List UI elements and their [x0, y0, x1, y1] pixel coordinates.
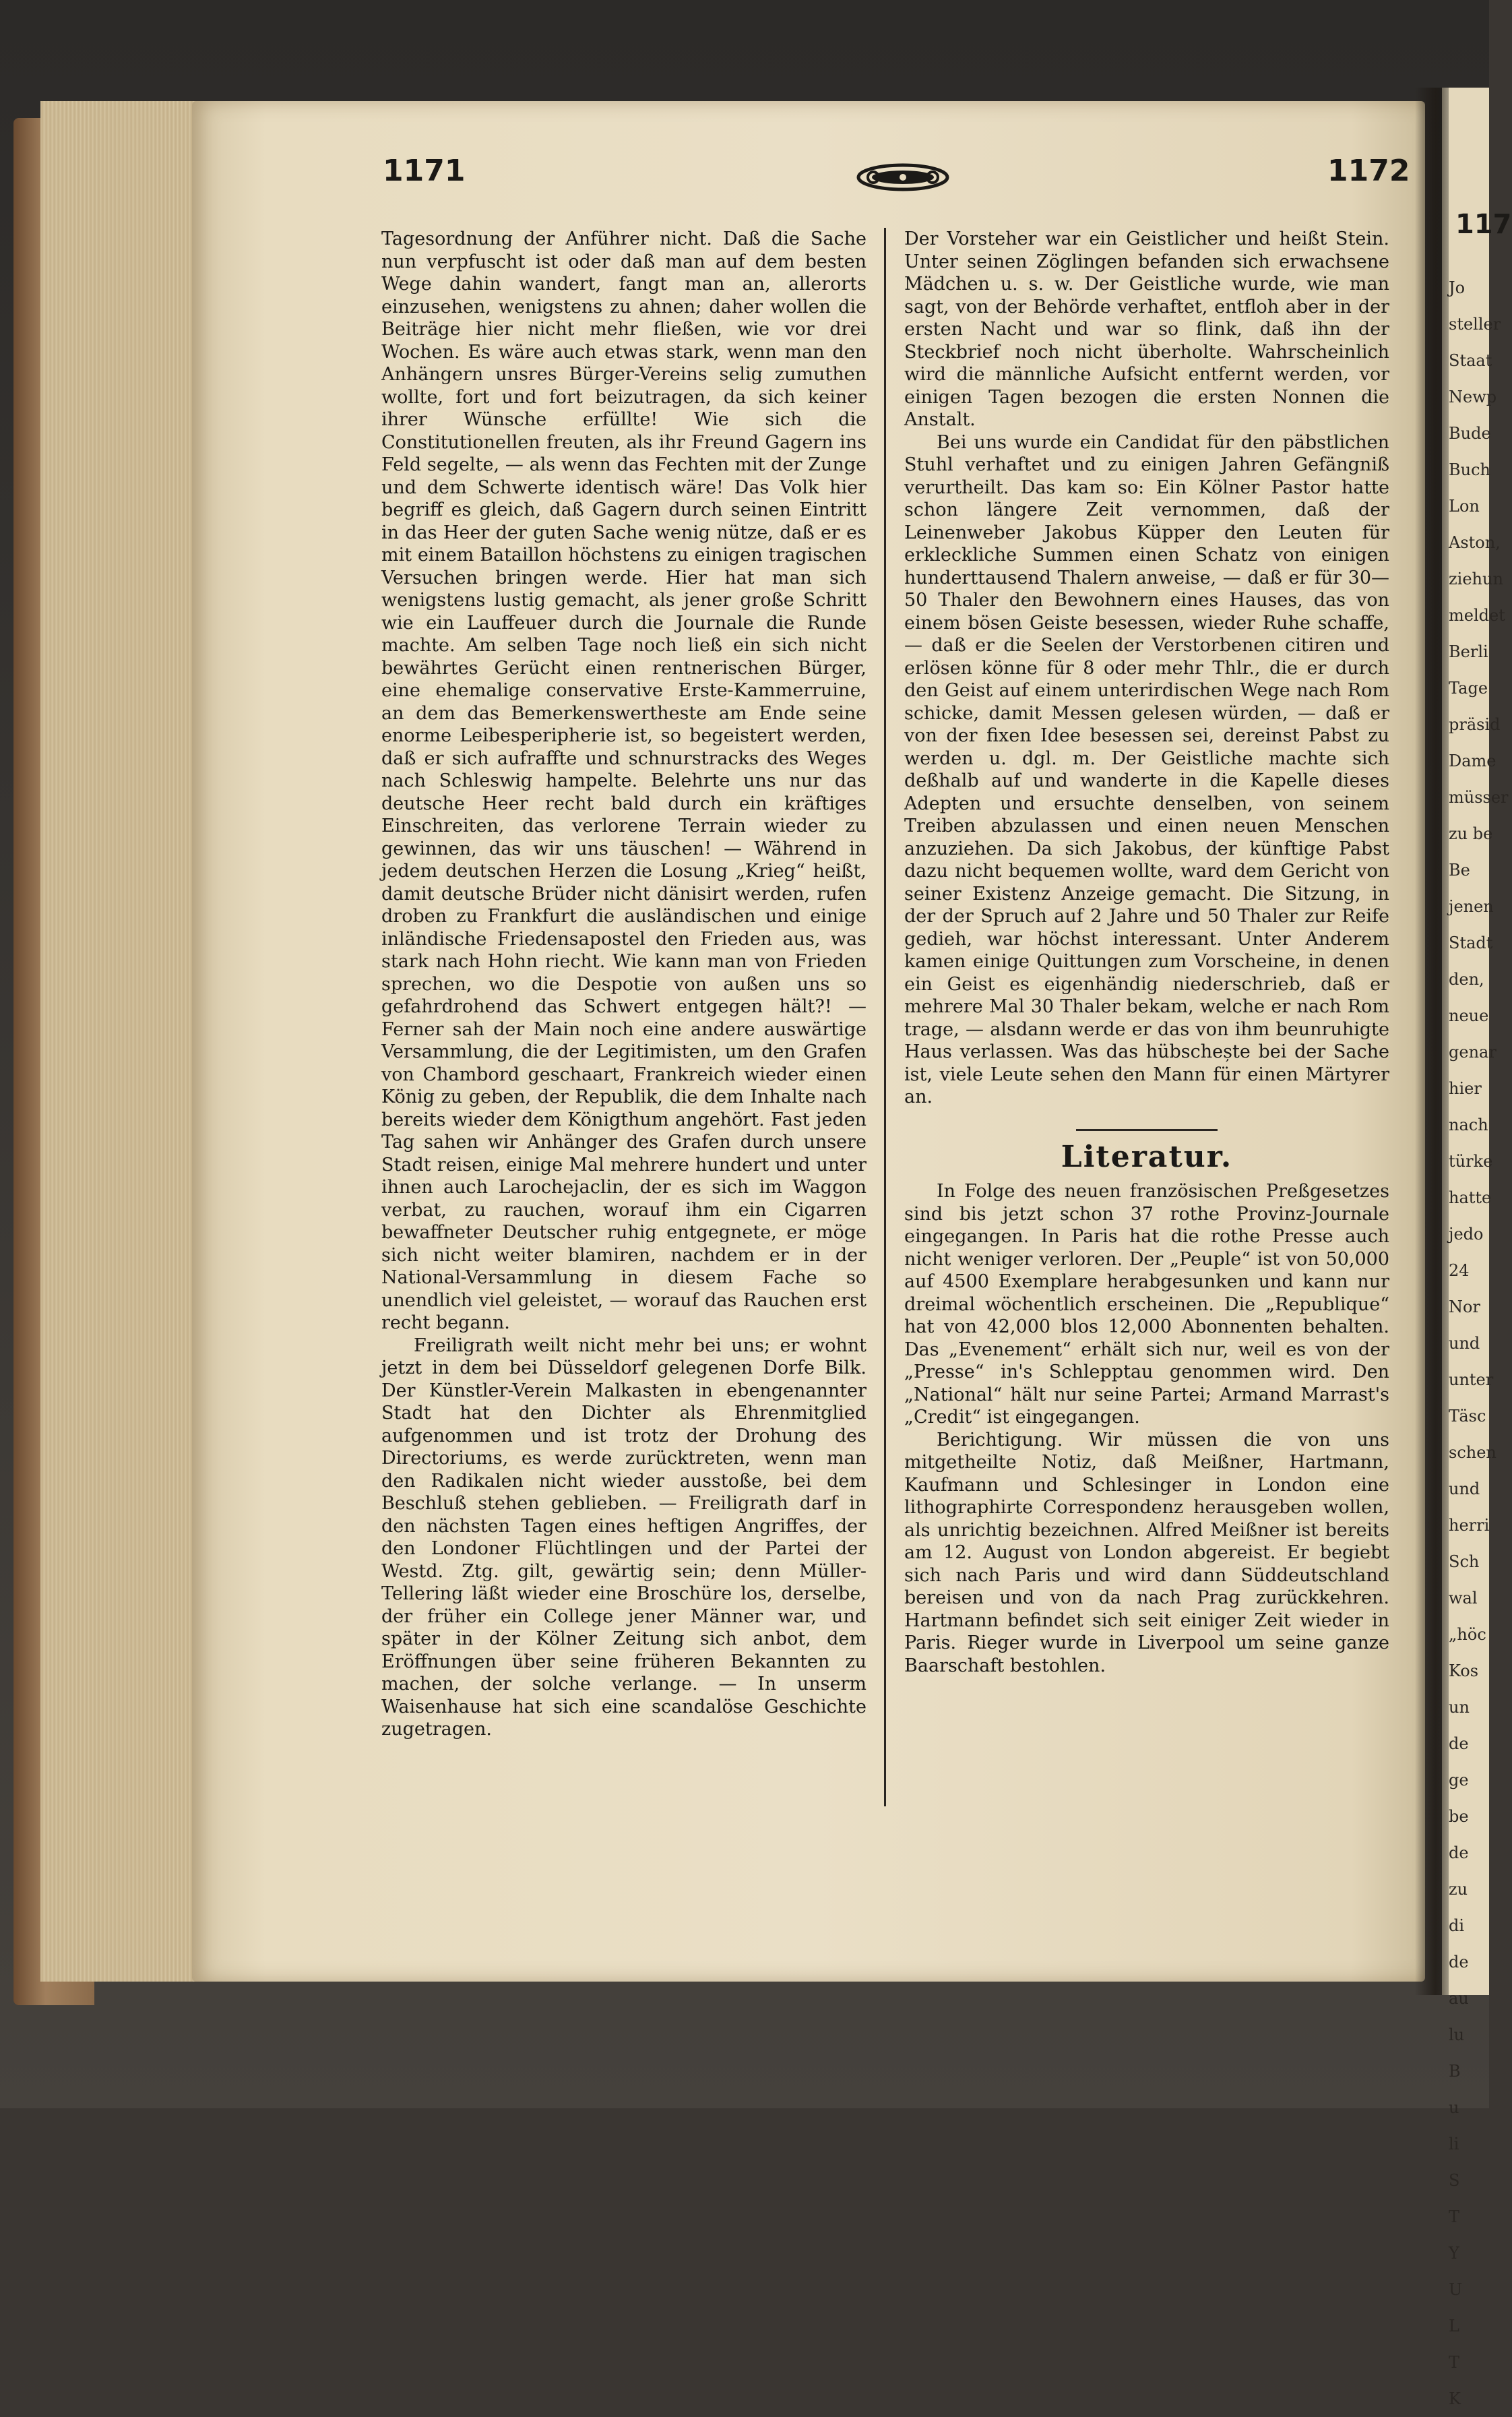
next-page-fragment: Buch: [1449, 460, 1490, 479]
next-page-fragment: unter: [1449, 1370, 1494, 1389]
next-page-fragment: Kos: [1449, 1661, 1479, 1680]
next-page-fragment: „höc: [1449, 1625, 1486, 1644]
next-page-fragment: Y: [1449, 2244, 1459, 2263]
next-page-fragment: Newp: [1449, 388, 1497, 406]
next-page-fragment: ziehun: [1449, 570, 1503, 588]
header-ornament-icon: [856, 160, 950, 194]
next-page-fragment: und: [1449, 1479, 1480, 1498]
next-page-fragment: be: [1449, 1807, 1469, 1826]
paragraph: Der Vorsteher war ein Geistlicher und heißt Stein. Unter seinen Zöglingen befanden sich erwachsene Mädchen u. s. w. Der Geistliche wurde, wie man sagt, von der Behörde verhaftet, entfloh aber in der ersten Nacht und war so flink, daß ihn der Steckbrief noch nicht überholte. Wahrscheinlich wird die männliche Aufsicht entfernt werden, vor einigen Tagen bezogen die ersten Nonnen die Anstalt.: [904, 228, 1389, 430]
next-page-fragment: präsid: [1449, 715, 1501, 734]
next-page-fragment: hatte: [1449, 1188, 1492, 1207]
next-page-fragment: herri: [1449, 1516, 1490, 1535]
next-page-fragment: wal: [1449, 1589, 1478, 1608]
next-page-fragment: T: [1449, 2353, 1460, 2372]
next-page-fragment: Staat: [1449, 351, 1492, 370]
next-page-number: 117: [1455, 209, 1512, 240]
page-stack: [40, 101, 202, 1982]
next-page-fragment: T: [1449, 2207, 1460, 2226]
next-page-fragment: jedo: [1449, 1225, 1484, 1244]
page-number-left: 1171: [383, 154, 466, 188]
next-page-fragment: genar: [1449, 1043, 1497, 1062]
section-rule: [1076, 1129, 1218, 1131]
next-page-fragments: [1449, 270, 1509, 2417]
next-page-fragment: lu: [1449, 2025, 1465, 2044]
next-page-fragment: schen: [1449, 1443, 1497, 1462]
paragraph: Tagesordnung der Anführer nicht. Daß die Sache nun verpfuscht ist oder daß man auf dem besten Wege dahin wandert, fangt man an, allerorts einzusehen, wenigstens zu ahnen; daher wollen die Beiträge hier nicht mehr fließen, wie vor drei Wochen. Es wäre auch etwas stark, wenn man den Anhängern unsres Bürger-Vereins selig zumuthen wollte, fort und fort beizutragen, da sich keiner ihrer Wünsche erfüllte! Wie sich die Constitutionellen freuten, als ihr Freund Gagern ins Feld segelte, — als wenn das Fechten mit der Zunge und dem Schwerte identisch wäre! Das Volk hier begriff es gleich, daß Gagern durch seinen Eintritt in das Heer der guten Sache wenig nütze, daß er es mit einem Bataillon höchstens zu einigen tragischen Versuchen bringen werde. Hier hat man sich wenigstens lustig gemacht, als jener große Schritt wie ein Lauffeuer durch die Journale die Runde machte. Am selben Tage noch ließ ein sich nicht bewährtes Gerücht einen rentnerischen Bürger, eine ehemalige conservative Erste-Kammerruine, an dem das Bemerkenswertheste am Ende seine enorme Leibesperipherie ist, so begeistert werden, daß er sich aufraffte und schnurstracks des Weges nach Schleswig hampelte. Belehrte uns nur das deutsche Heer recht bald durch ein kräftiges Einschreiten, das verlorene Terrain wieder zu gewinnen, das wir uns täuschen! — Während in jedem deutschen Herzen die Losung „Krieg“ heißt, damit deutsche Brüder nicht dänisirt werden, rufen droben zu Frankfurt die ausländischen und einige inländische Friedensapostel den Frieden aus, was stark nach Hohn riecht. Wie kann man von Frieden sprechen, wo die Despotie von außen uns so gefahrdrohend das Schwert entgegen hält?! — Ferner sah der Main noch eine andere auswärtige Versammlung, die der Legitimisten, um den Grafen von Chambord geschaart, Frankreich wieder einen König zu geben, der Republik, die dem Inhalte nach bereits wieder dem Königthum angehört. Fast jeden Tag sahen wir Anhänger des Grafen durch unsere Stadt reisen, einige Mal mehrere hundert und unter ihnen auch Larochejaclin, der es sich im Waggon verbat, zu rauchen, worauf ihm ein Cigarren bewaffneter Deutscher ruhig entgegnete, er möge sich nicht weiter blamiren, nachdem er in der National-Versammlung in diesem Fache so unendlich viel geleistet, — worauf das Rauchen erst recht begann.: [381, 228, 867, 1333]
column-divider: [884, 228, 886, 1806]
next-page-fragment: U: [1449, 2280, 1463, 2299]
paragraph: In Folge des neuen französischen Preßgesetzes sind bis jetzt schon 37 rothe Provinz-Journale eingegangen. In Paris hat die rothe Presse auch nicht weniger verloren. Der „Peuple“ ist von 50,000 auf 4500 Exemplare herabgesunken und kann nur dreimal wöchentlich erscheinen. Die „Republique“ hat von 42,000 blos 12,000 Abonnenten behalten. Das „Evenement“ erhält sich nur, weil es von der „Presse“ in's Schlepptau genommen wird. Den „National“ hält nur seine Partei; Armand Marrast's „Credit“ ist eingegangen.: [904, 1181, 1389, 1428]
next-page-fragment: jenen: [1449, 897, 1494, 916]
next-page-fragment: Lon: [1449, 497, 1480, 516]
next-page-fragment: zu be: [1449, 824, 1493, 843]
page-number-right: 1172: [1327, 154, 1410, 188]
next-page-fragment: Berli: [1449, 642, 1488, 661]
next-page-fragment: B: [1449, 2062, 1461, 2081]
next-page-fragment: ge: [1449, 1771, 1469, 1789]
left-column: [381, 228, 867, 1741]
next-page-fragment: Sch: [1449, 1552, 1480, 1571]
next-page-fragment: un: [1449, 1698, 1470, 1717]
next-page-fragment: den,: [1449, 970, 1484, 989]
next-page-fragment: Täsc: [1449, 1407, 1486, 1426]
next-page-fragment: Nor: [1449, 1297, 1480, 1316]
next-page-fragment: Dame: [1449, 752, 1497, 770]
next-page-fragment: nach: [1449, 1115, 1488, 1134]
next-page-fragment: L: [1449, 2317, 1459, 2335]
next-page-fragment: müsser: [1449, 788, 1509, 807]
next-page-fragment: de: [1449, 1734, 1469, 1753]
next-page-fragment: neue: [1449, 1006, 1489, 1025]
next-page-fragment: Tage: [1449, 679, 1488, 698]
paragraph: Freiligrath weilt nicht mehr bei uns; er wohnt jetzt in dem bei Düsseldorf gelegenen Dorfe Bilk. Der Künstler-Verein Malkasten in ebengenannter Stadt hat den Dichter als Ehrenmitglied aufgenommen und ist trotz der Drohung des Directoriums, es werde zurücktreten, wenn man den Radikalen nicht wieder ausstoße, bei dem Beschluß stehen geblieben. — Freiligrath darf in den nächsten Tagen eines heftigen Angriffes, der den Londoner Flüchtlingen und der Partei der Westd. Ztg. gilt, gewärtig sein; denn Müller-Tellering läßt wieder eine Broschüre los, derselbe, der früher ein College jener Männer war, und später in der Kölner Zeitung sich anbot, dem Eröffnungen über seine früheren Bekannten zu machen, der solche verlange. — In unserm Waisenhause hat sich eine scandalöse Geschichte zugetragen.: [381, 1335, 867, 1740]
right-column: [904, 228, 1389, 1677]
next-page-fragment: di: [1449, 1916, 1465, 1935]
section-title: Literatur.: [1061, 1139, 1233, 1174]
next-page-fragment: türke: [1449, 1152, 1493, 1171]
gutter-shadow: [1415, 88, 1449, 1995]
next-page-fragment: de: [1449, 1843, 1469, 1862]
next-page-fragment: K: [1449, 2389, 1461, 2408]
next-page-fragment: Bude: [1449, 424, 1491, 443]
next-page-fragment: au: [1449, 1989, 1469, 2008]
next-page-fragment: Jo: [1449, 278, 1466, 297]
paragraph: Berichtigung. Wir müssen die von uns mitgetheilte Notiz, daß Meißner, Hartmann, Kaufmann und Schlesinger in London eine lithographirte Correspondenz herausgeben wollen, als unrichtig bezeichnen. Alfred Meißner ist bereits am 12. August von London abgereist. Er begiebt sich nach Paris und wird dann Süddeutschland bereisen und von da nach Prag zurückkehren. Hartmann befindet sich seit einiger Zeit wieder in Paris. Rieger wurde in Liverpool um seine ganze Baarschaft bestohlen.: [904, 1429, 1389, 1676]
next-page-fragment: Aston,: [1449, 533, 1501, 552]
next-page-fragment: steller: [1449, 315, 1501, 334]
paragraph: Bei uns wurde ein Candidat für den päbstlichen Stuhl verhaftet und zu einigen Jahren Gefängniß verurtheilt. Das kam so: Ein Kölner Pastor hatte schon längere Zeit vernommen, daß der Leinenweber Jakobus Küpper den Leuten für erkleckliche Summen einen Schatz von einigen hunderttausend Thalern anweise, — daß er für 30—50 Thaler den Bewohnern eines Hauses, das von einem bösen Geiste besessen, wieder Ruhe schaffe, — daß er die Seelen der Verstorbenen citiren und erlösen könne für 8 oder mehr Thlr., die er durch den Geist auf einem unterirdischen Wege nach Rom schicke, damit Messen gelesen würden, — daß er von der fixen Idee besessen sei, dereinst Pabst zu werden u. dgl. m. Der Geistliche machte sich deßhalb auf und wanderte in die Kapelle dieses Adepten und ersuchte denselben, von seinem Treiben abzulassen und einen neuen Menschen anzuziehen. Da sich Jakobus, der künftige Pabst dazu nicht bequemen wollte, ward dem Gericht von seiner Existenz Anzeige gemacht. Die Sitzung, in der der Spruch auf 2 Jahre und 50 Thaler zur Reife gedieh, war höchst interessant. Unter Anderem kamen einige Quittungen zum Vorscheine, in denen ein Geist es eigenhändig niederschrieb, daß er mehrere Mal 30 Thaler bekam, welche er nach Rom trage, — alsdann werde er das von ihm beunruhigte Haus verlassen. Was das hübschește bei der Sache ist, viele Leute sehen den Mann für einen Märtyrer an.: [904, 431, 1389, 1107]
next-page-fragment: S: [1449, 2171, 1460, 2190]
next-page-fragment: hier: [1449, 1079, 1482, 1098]
next-page-fragment: de: [1449, 1953, 1469, 1971]
next-page-fragment: 24: [1449, 1261, 1470, 1280]
next-page-fragment: zu: [1449, 1880, 1468, 1899]
next-page-fragment: meldet: [1449, 606, 1505, 625]
next-page-fragment: Be: [1449, 861, 1470, 880]
next-page-fragment: und: [1449, 1334, 1480, 1353]
next-page-fragment: li: [1449, 2135, 1459, 2153]
next-page-fragment: u: [1449, 2098, 1459, 2117]
next-page-fragment: Stadt: [1449, 934, 1493, 952]
